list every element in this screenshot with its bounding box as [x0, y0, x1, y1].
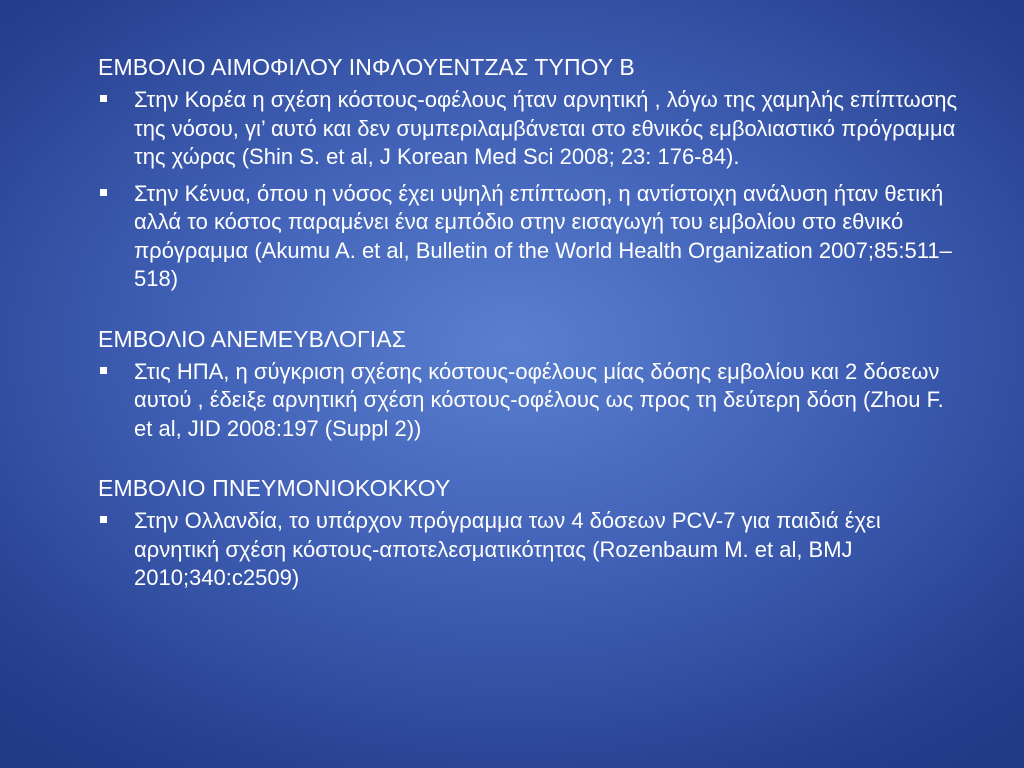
bullet-text: Στις ΗΠΑ, η σύγκριση σχέσης κόστους-οφέλους μίας δόσης εμβολίου και 2 δόσεων αυτού , έδειξε αρνητική σχέση κόστους-οφέλους ως προς τη δεύτερη δόση (Zhou F. et al, JID 2008:197 (Suppl 2)) — [134, 358, 944, 441]
section-heading: ΕΜΒΟΛΙΟ ΠΝΕΥΜΟΝΙΟΚΟΚΚΟΥ — [98, 475, 451, 501]
section-heading: ΕΜΒΟΛΙΟ ΑΙΜΟΦΙΛΟΥ ΙΝΦΛΟΥΕΝΤΖΑΣ ΤΥΠΟΥ Β — [98, 54, 635, 80]
square-bullet-icon — [100, 516, 107, 523]
bullet-item — [98, 358, 964, 444]
section-varicella — [98, 324, 964, 444]
bullet-item — [98, 180, 964, 294]
square-bullet-icon — [100, 189, 107, 196]
bullet-text: Στην Κένυα, όπου η νόσος έχει υψηλή επίπτωση, η αντίστοιχη ανάλυση ήταν θετική αλλά το κόστος παραμένει ένα εμπόδιο στην εισαγωγή του εμβολίου στο εθνικό πρόγραμμα (Akumu A. et al, Bulletin of the World Health Organization 2007;85:511–518) — [134, 180, 952, 291]
bullet-list — [98, 507, 964, 593]
bullet-text: Στην Ολλανδία, το υπάρχον πρόγραμμα των 4 δόσεων PCV-7 για παιδιά έχει αρνητική σχέση κόστους-αποτελεσματικότητας (Rozenbaum M. et al, BMJ 2010;340:c2509) — [134, 508, 881, 590]
square-bullet-icon — [100, 95, 107, 102]
section-heading: ΕΜΒΟΛΙΟ ΑΝΕΜΕΥΒΛΟΓΙΑΣ — [98, 325, 407, 352]
bullet-item — [98, 507, 964, 593]
bullet-item — [98, 86, 964, 172]
bullet-list — [98, 86, 964, 294]
section-pneumococcal — [98, 473, 964, 593]
bullet-list — [98, 358, 964, 444]
section-haemophilus — [98, 52, 964, 294]
bullet-text: Στην Κορέα η σχέση κόστους-οφέλους ήταν αρνητική , λόγω της χαμηλής επίπτωσης της νόσου, γι’ αυτό και δεν συμπεριλαμβάνεται στο εθνικός εμβολιαστικό πρόγραμμα της χώρας (Shin S. et al, J Korean Med Sci 2008; 23: 176-84). — [134, 87, 958, 169]
square-bullet-icon — [100, 367, 107, 374]
